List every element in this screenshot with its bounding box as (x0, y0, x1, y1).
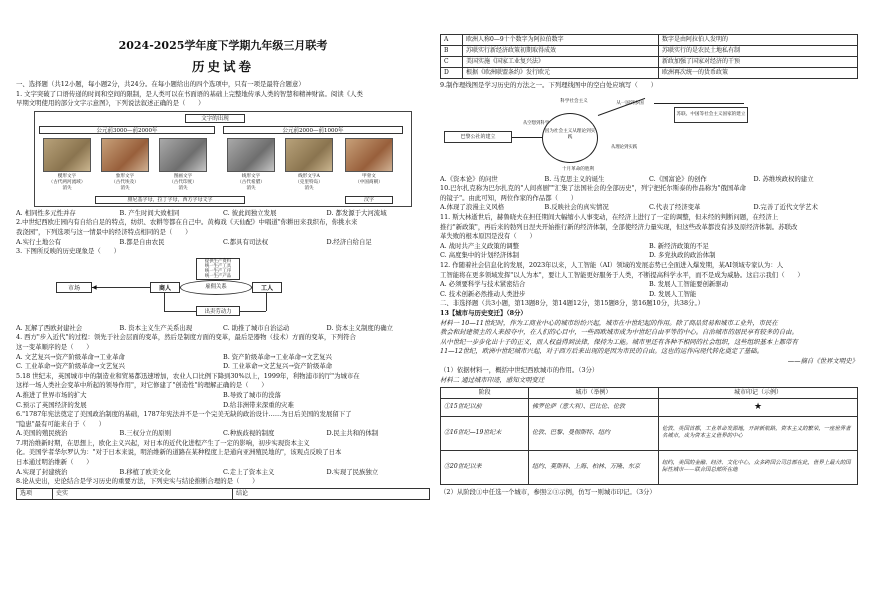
q5-option-c[interactable]: C.预示了英国经济的发展 (16, 400, 87, 409)
q8-row-a-fact: 欧洲人称0—9十个数字为阿拉伯数字 (463, 35, 659, 46)
q1-option-d[interactable]: D. 都发源于大河流域 (326, 208, 387, 217)
q3-market-box: 市场 (56, 282, 92, 293)
q12-stem-line-2: 工智能将在更多领域发挥"以人为本"，要让人工智能更好服务于人类，不断提高科学水平，而不是成为威胁。这启示我们（ ） (440, 270, 804, 279)
q10-stem-line-1: 10.巴尔扎克称为巴尔扎克的"人间喜剧""汇集了法国社会的全部历史"，列宁把托尔斯泰的作品称为"俄国革命 (440, 184, 747, 193)
q11-stem-line-3: 革失败的根本原因是没有（ ） (440, 232, 536, 241)
q9-left-box: 巴黎公社的建立 (444, 131, 512, 143)
q9-node-left: 从空想到科学 (522, 120, 550, 126)
q10-option-c[interactable]: C.代表了经济变革 (649, 203, 701, 212)
q13-material-line-2: 教会和封建领主的人来掠夺中，在人们的心目中，一些西欧城市成为中世纪自由平等的中心。自治城市的居民享有较多的自由。 (440, 328, 798, 337)
q13-row-3-stage: ③20世纪以来 (441, 450, 529, 484)
q11-options-row-1 (440, 242, 858, 252)
q12-options-row-2 (440, 290, 858, 300)
q8-header-fact: 史实 (53, 488, 233, 499)
q11-option-c[interactable]: C. 高度集中的计划经济体制 (440, 251, 520, 260)
q3-lower-box: 出卖劳动力 (196, 306, 240, 316)
q9-stem: 9.制作理线图是学习历史的方法之一。下列理线图中的空白处应填写（ ） (440, 81, 657, 89)
q10-option-d[interactable]: D.完善了近代文学艺术 (753, 203, 818, 212)
q13-prompt-2: （2）从阶段①中任选一个城市，参照②③示例，仿写一则城市印记。（3分） (440, 487, 656, 496)
hieroglyph-image (101, 138, 149, 172)
q9-right-box: 苏联、中国等社会主义国家的建立 (674, 107, 748, 123)
script-4-name: 线形文字 (241, 173, 261, 179)
q6-stem-line-1: 6."1787年宪法奠定了美国政治制度的基础，1787年宪法并不是一个完美无缺的政治设计……为日后美国的发展留下了 (16, 410, 352, 419)
q1-bottom-right: 汉字 (345, 196, 393, 204)
linear-a-image (285, 138, 333, 172)
q9-left-connector (512, 137, 542, 138)
q3-merchant-box: 商人 (150, 282, 180, 293)
q3-option-a[interactable]: A. 瓦解了西欧封建社会 (16, 323, 83, 332)
q13-source: ——摘自《世界文明史》 (787, 356, 858, 365)
q13-row-1-stage: ①15世纪以前 (441, 398, 529, 416)
q9-option-a[interactable]: A.《资本论》的问世 (440, 174, 498, 183)
left-column (16, 0, 430, 500)
q3-connector-right (266, 293, 267, 311)
q5-options-row-1 (16, 391, 430, 401)
q8-header-conclusion: 结论 (233, 488, 430, 499)
q3-worker-box: 工人 (252, 282, 282, 293)
q8-row-c-option: C (441, 57, 463, 68)
table-row (441, 35, 858, 46)
q2-stem-line-2: 我浇园"，下列选项与这一情景中的经济特点相同的是（ ） (16, 227, 192, 236)
q8-table-header (16, 488, 430, 500)
q1-stem-line-1: 1. 文字突破了口语传递的时间和空间的限制，是人类可以在书面语的基础上完整地传承人类的智慧和精神财富。阅读《人类 (16, 89, 363, 98)
q9-options (440, 175, 858, 185)
q8-row-b-fact: 苏联实行新经济政策初期取得成效 (463, 46, 659, 57)
q7-stem-line-1: 7.明治维新时期，在思想上，欧化主义兴起，对日本的近代化进程产生了一定的影响，初步实现资本主义 (16, 438, 310, 447)
q2-option-a[interactable]: A.实行土地公有 (16, 237, 61, 246)
q7-options (16, 468, 430, 478)
q12-options-row-1 (440, 280, 858, 290)
q1-left-period: 公元前3000—前2000年 (39, 126, 215, 134)
q4-option-d[interactable]: D. 工业革命→文艺复兴→资产阶级革命 (223, 362, 333, 371)
q5-option-a[interactable]: A.推进了世界市场的扩大 (16, 390, 87, 399)
q11-option-b[interactable]: B. 新经济政策的不足 (649, 241, 709, 250)
q11-stem-line-1: 11. 斯大林逝世后，赫鲁晓夫在担任期间大幅缩小人事变动，在经济上进行了一定的调整，但未经的判断问题，在经济上 (440, 212, 779, 221)
script-3-name: 图画文字 (173, 173, 193, 179)
q13-prompt-1: （1）依据材料一，概括中世纪西欧城市的作用。（3分） (440, 366, 599, 375)
q13-row-3-city: 纽约、莫斯科、上海、柏林、万隆、东京 (529, 450, 659, 484)
q5-stem-line-2: 这样一场人类社会变革中所起的领导作用"，对它修建了"创造性"的理解正确的是（ ） (16, 381, 268, 390)
q2-options (16, 238, 430, 248)
q8-row-b-option: B (441, 46, 463, 57)
q13-material-line-1: 材料一 10—11世纪时，作为工商业中心的城市纷纷兴起，城市在中世纪起的作用。除了商品贸易和城市工业外，市民在 (440, 318, 778, 327)
q3-upper-box (196, 258, 240, 280)
q3-arrow-line (92, 287, 150, 288)
q4-stem-line-2: 这一变革顺序的是（ ） (16, 342, 93, 351)
section-essay-heading: 二、非选择题（共3小题，第13题8分，第14题12分，第15题8分，第16题10分，共38分。） (440, 299, 705, 308)
q8-table (440, 34, 858, 79)
q8-row-c-conclusion: 新政加强了国家对经济的干预 (659, 57, 858, 68)
q13-row-2-stage: ②16世纪—19世纪末 (441, 416, 529, 450)
script-6-name: 甲骨文 (362, 173, 376, 179)
q13-table (440, 387, 858, 485)
script-5-name: 线形文字A (298, 173, 320, 179)
script-3-fate: 消失 (178, 185, 188, 191)
q3-option-d[interactable]: D. 资本主义制度的确立 (326, 323, 393, 332)
q1-right-period: 公元前2000—前1000年 (223, 126, 403, 134)
q8-row-d-option: D (441, 68, 463, 79)
q7-option-b[interactable]: B.移植了欧美文化 (119, 467, 171, 476)
right-column (440, 0, 858, 497)
q13-material-line-4: 11—12世纪，欧洲中世纪城市兴起，对于西方后来出现的是因为市民的自由。这也的运作向现代转化奠定了基础。 (440, 347, 764, 356)
q9-node-right: 从理论到实践 (610, 144, 638, 150)
q2-option-c[interactable]: C.都具有司法权 (223, 237, 269, 246)
q10-stem-line-2: 的镜子"。由此可知，两位作家的作品都（ ） (440, 193, 578, 202)
q13-row-2-mark: 伦敦、英国首都，工业革命发源地，开辟新航路，资本主义的繁荣，一座世界著名城市，成为资本主义世界的中心 (659, 416, 858, 450)
q8-row-a-option: A (441, 35, 463, 46)
oracle-bone-image (345, 138, 393, 172)
q3-arrow-head: ◀ (92, 283, 97, 291)
q9-option-b[interactable]: B. 马克思主义的诞生 (544, 174, 605, 183)
q1-diagram (34, 111, 412, 207)
q3-upper-line-2: 统一生产工具 (204, 263, 232, 269)
q9-node-top: 科学社会主义 (560, 98, 588, 104)
q13-row-1-city: 佛罗伦萨（意大利）、巴比伦、伦敦 (529, 398, 659, 416)
q2-option-b[interactable]: B.都是自由农民 (119, 237, 165, 246)
q1-stem-line-2: 早期文明使用的部分文字示意图》，下列说法叙述正确的是（ ） (16, 99, 205, 108)
script-5-note: （克里特岛） (295, 179, 323, 185)
q8-row-c-fact: 美国实施《国家工业复兴法》 (463, 57, 659, 68)
q1-option-a[interactable]: A. 相同性多元性并存 (16, 208, 76, 217)
q4-option-b[interactable]: B. 资产阶级革命→工业革命→文艺复兴 (223, 352, 332, 361)
script-1-fate: 消失 (62, 185, 72, 191)
script-2-note: （古代埃及） (111, 179, 139, 185)
q13-header-mark: 城市印记（示例） (659, 387, 858, 398)
q3-upper-line-1: 提供生产资料 (204, 258, 232, 264)
q6-stem-line-2: "隐患"最有可能来自于（ ） (16, 419, 105, 428)
q12-option-d[interactable]: D. 发展人工智能 (649, 289, 697, 298)
q6-option-c[interactable]: C.种族歧视的制度 (223, 429, 275, 438)
q4-options-row-1 (16, 353, 430, 363)
cuneiform-image (43, 138, 91, 172)
exam-subtitle: 历史试卷 (191, 59, 254, 74)
script-3-note: （古代印度） (169, 179, 197, 185)
q10-option-b[interactable]: B.反映社会的真实情况 (544, 203, 609, 212)
script-4-fate: 消失 (246, 185, 256, 191)
q13-header-city: 城市（举例） (529, 387, 659, 398)
linear-script-image (227, 138, 275, 172)
q4-option-a[interactable]: A. 文艺复兴→资产阶级革命→工业革命 (16, 352, 125, 361)
q9-right-node: 从一国到多国 (616, 100, 644, 106)
section-choice-heading: 一、选择题（共12小题，每小题2分，共24分。在每小题给出的四个选项中，只有一项是最符合题意） (16, 80, 305, 88)
q11-option-d[interactable]: D. 多党执政的政治体制 (649, 251, 716, 260)
table-row (441, 398, 858, 416)
table-row (441, 68, 858, 79)
q1-bottom-left: 腓尼基字母，拉丁字母，西方字母文字 (95, 196, 245, 204)
q1-option-b[interactable]: B. 产生时间大致相同 (119, 208, 180, 217)
q13-header-stage: 阶段 (441, 387, 529, 398)
q12-stem-line-1: 12. 作随着社会信息化的发展，2023年以来，人工智能（AI）领域的发展态势已全面进入爆发期，某AI领域专家认为：人 (440, 260, 784, 269)
q1-top-label: 文字的出现 (185, 114, 245, 123)
q13-row-2-city: 伦敦、巴黎、曼彻斯特、纽约 (529, 416, 659, 450)
q5-stem-line-1: 5.18 世纪末，英国城市中的制造业和贸易都迅速增加，农业人口比例下降到30%以上，1999年，利物浦市的厅"为城市在 (16, 371, 360, 380)
q3-stem: 3. 下图所反映的历史现象是（ ） (16, 247, 120, 256)
table-row (441, 46, 858, 57)
q8-header-option: 选项 (17, 488, 53, 499)
script-4-note: （古代希腊） (237, 179, 265, 185)
script-1-name: 楔形文字 (57, 173, 77, 179)
q10-options (440, 203, 858, 213)
q3-option-c[interactable]: C. 助推了城市自治运动 (223, 323, 290, 332)
q5-option-d[interactable]: D.给非洲带来深重的灾难 (223, 400, 294, 409)
q7-stem-line-3: 日本通过明治维新（ ） (16, 458, 93, 467)
q3-connector-left (164, 293, 165, 311)
q8-stem: 8.论从史出，史论结合是学习历史的重要方法，下列史实与结论推断合理的是（ ） (16, 477, 259, 486)
q6-options (16, 429, 430, 439)
table-row (441, 57, 858, 68)
table-row (441, 416, 858, 450)
q3-options (16, 324, 430, 334)
q3-upper-line-3: 统一生产工序 (204, 269, 232, 275)
q3-connector-bottom-left (164, 311, 196, 312)
script-6-note: （中国商朝） (355, 179, 383, 185)
indus-script-image (159, 138, 207, 172)
q10-option-a[interactable]: A.体现了浪漫主义风格 (440, 203, 505, 212)
q11-option-a[interactable]: A. 战时共产主义政策的调整 (440, 241, 519, 250)
q3-diagram (56, 258, 296, 324)
script-2-fate: 消失 (120, 185, 130, 191)
q8-row-d-conclusion: 欧洲再次统一的货币政策 (659, 68, 858, 79)
script-1-note: （古代两河流域） (48, 179, 86, 185)
table-row (441, 450, 858, 484)
q2-stem-line-1: 2.中世纪西欧庄园内有自给自足的特点，纺织、农耕等都在自己中。黄梅戏《天仙配》中唱道"你耕田来我织布，你挑水来 (16, 218, 358, 227)
q13-material-2: 材料二 通过城市印迹，感知文明变迁 (440, 376, 545, 385)
exam-title: 2024-2025学年度下学期九年级三月联考 (118, 39, 328, 52)
q13-heading: 13【城市与历史变迁】（8分） (440, 308, 527, 317)
q3-option-b[interactable]: B. 资本主义生产关系出现 (119, 323, 193, 332)
q1-options (16, 209, 430, 219)
q4-option-c[interactable]: C. 工业革命→资产阶级革命→文艺复兴 (16, 362, 125, 371)
script-2-name: 象形文字 (115, 173, 135, 179)
q2-option-d[interactable]: D.经济自给自足 (326, 237, 372, 246)
q8-row-a-conclusion: 数字是由阿拉伯人发明的 (659, 35, 858, 46)
q3-middle-label: 雇佣关系 (205, 283, 227, 290)
q11-stem-line-2: 推行"新政策"，再后来的勃列日涅夫开始推行新的经济体制，全部使经济力量实现，但这些改革都没有涉及原经济体制。苏联改 (440, 222, 798, 231)
q12-option-c[interactable]: C. 技术创新必然推动人类进步 (440, 289, 526, 298)
q4-stem-line-1: 4. 西方"步入近代"的过程：领先于社会层面的变革，然后是制度方面的变革，最后是器物（技术）方面的变革，下列符合 (16, 333, 356, 342)
q9-option-c[interactable]: C.《国富论》的创作 (649, 174, 707, 183)
q7-option-a[interactable]: A.实现了封建统治 (16, 467, 68, 476)
q9-diagram (444, 93, 804, 175)
q4-options-row-2 (16, 362, 430, 372)
q7-option-c[interactable]: C.走上了资本主义 (223, 467, 275, 476)
q12-option-a[interactable]: A. 必须要科学与技术紧密结合 (440, 280, 526, 289)
q9-option-d[interactable]: D. 苏维埃政权的建立 (753, 174, 814, 183)
q7-option-d[interactable]: D.实现了民族独立 (326, 467, 379, 476)
q9-center-label: 因为社会主义从理论到实践 (544, 128, 596, 140)
q1-option-c[interactable]: C. 彼此间独立发展 (223, 208, 277, 217)
star-icon: ★ (659, 398, 858, 416)
q6-option-b[interactable]: B.三权分立的原则 (119, 429, 171, 438)
q11-options-row-2 (440, 251, 858, 261)
q13-row-3-mark: 纽约，美国的金融、经济、文化中心，众多跨国公司总部在此，世界上最大的国际性城市——联合国总部所在地 (659, 450, 858, 484)
q6-option-a[interactable]: A.美国的殖民统治 (16, 429, 68, 438)
q6-option-d[interactable]: D.民主共和的体制 (326, 429, 379, 438)
script-5-fate: 消失 (304, 185, 314, 191)
q7-stem-line-2: 化。美国学者华尔罗认为："对于日本来说，明治维新的道路在某种程度上是通向亚洲殖民地的"，该观点反映了日本 (16, 448, 342, 457)
q9-node-bottom: 十月革命的胜利 (561, 166, 595, 172)
q5-options-row-2 (16, 401, 430, 411)
q5-option-b[interactable]: B.导致了城市的没落 (223, 390, 281, 399)
q8-row-d-fact: 根据《欧洲联盟条约》发行欧元 (463, 68, 659, 79)
q8-row-b-conclusion: 苏联实行的是农民土地私有制 (659, 46, 858, 57)
q13-material-line-3: 从中世纪一步步化出十子的正义，而人权益得到法律，保持为工能。城市里还有各种不相同的社会组织，这些组织基本上都带有 (440, 337, 798, 346)
q3-upper-line-4: 统一生产产品 (204, 274, 232, 280)
q9-arrow-line (654, 103, 744, 104)
q3-connector-bottom-right (240, 311, 266, 312)
q12-option-b[interactable]: B. 发展人工智能要创新驱动 (649, 280, 729, 289)
